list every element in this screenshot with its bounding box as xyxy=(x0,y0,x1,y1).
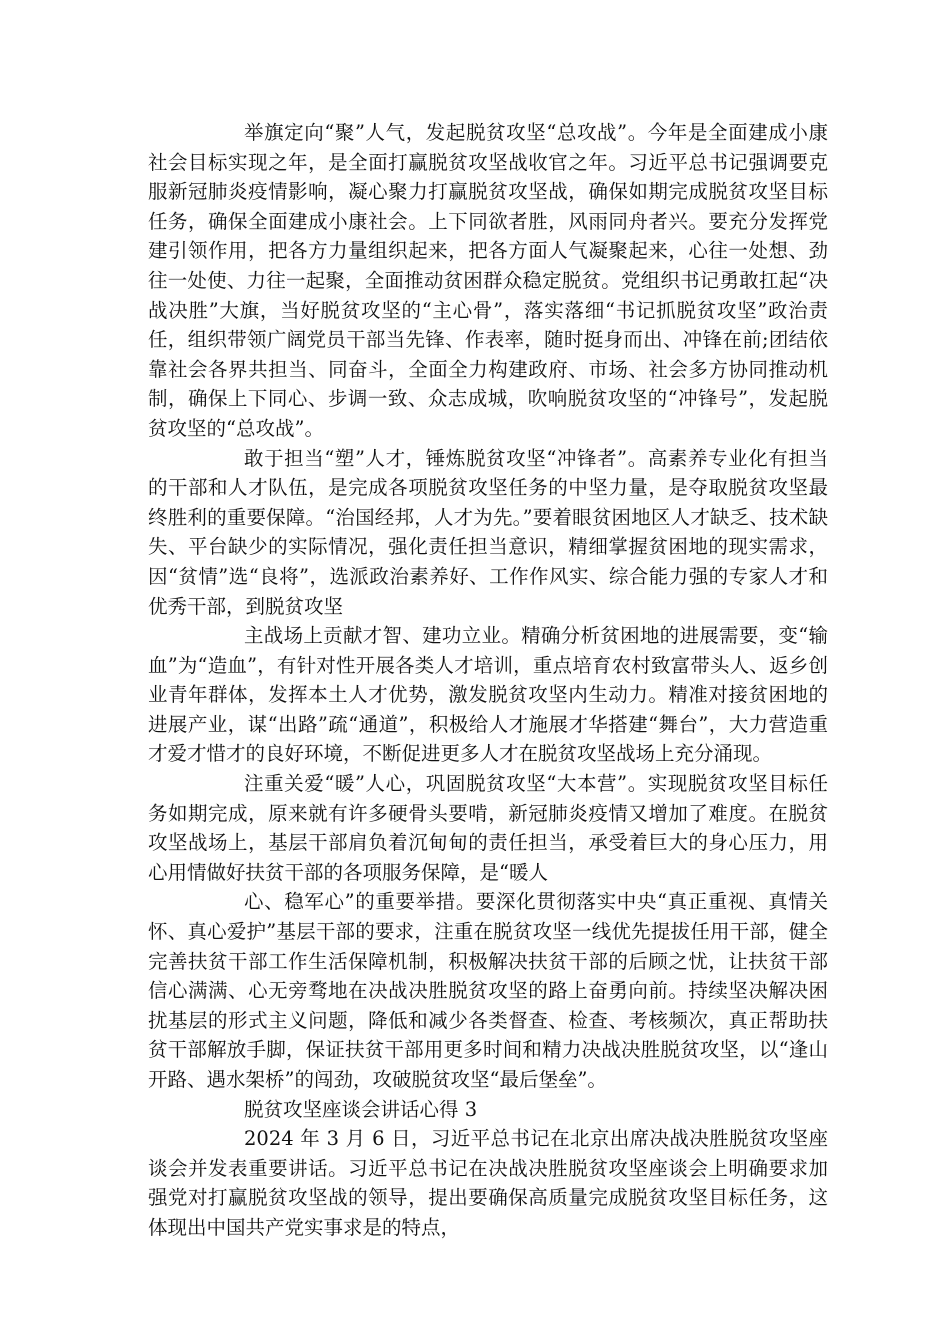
paragraph-talent: 敢于担当“塑”人才，锤炼脱贫攻坚“冲锋者”。高素养专业化有担当的干部和人才队伍，是完成各项脱贫攻坚任务的中坚力量，是夺取脱贫攻坚最终胜利的重要保障。“治国经邦，人才为先。”要着眼贫困地区人才缺乏、技术缺失、平台缺少的实际情况，强化责任担当意识，精细掌握贫困地的现实需求，因“贫情”选“良将”，选派政治素养好、工作作风实、综合能力强的专家人才和优秀干部，到脱贫攻坚 xyxy=(148,446,828,618)
document-page xyxy=(148,118,828,1243)
paragraph-rally-forces: 举旗定向“聚”人气，发起脱贫攻坚“总攻战”。今年是全面建成小康社会目标实现之年，是全面打赢脱贫攻坚战收官之年。习近平总书记强调要克服新冠肺炎疫情影响，凝心聚力打赢脱贫攻坚战，确保如期完成脱贫攻坚目标任务，确保全面建成小康社会。上下同欲者胜，风雨同舟者兴。要充分发挥党建引领作用，把各方力量组织起来，把各方面人气凝聚起来，心往一处想、劲往一处使、力往一起聚，全面推动贫困群众稳定脱贫。党组织书记勇敢扛起“决战决胜”大旗，当好脱贫攻坚的“主心骨”，落实落细“书记抓脱贫攻坚”政治责任，组织带领广阔党员干部当先锋、作表率，随时挺身而出、冲锋在前;团结依靠社会各界共担当、同奋斗，全面全力构建政府、市场、社会多方协同推动机制，确保上下同心、步调一致、众志成城，吹响脱贫攻坚的“冲锋号”，发起脱贫攻坚的“总攻战”。 xyxy=(148,121,828,440)
paragraph-symposium: 2024 年 3 月 6 日，习近平总书记在北京出席决战决胜脱贫攻坚座谈会并发表重要讲话。习近平总书记在决战决胜脱贫攻坚座谈会上明确要求加强党对打赢脱贫攻坚战的领导，提出要确保高质量完成脱贫攻坚目标任务，这体现出中国共产党实事求是的特点， xyxy=(148,1127,828,1239)
paragraph-care-continued: 心、稳军心”的重要举措。要深化贯彻落实中央“真正重视、真情关怀、真心爱护”基层干部的要求，注重在脱贫攻坚一线优先提拔任用干部，健全完善扶贫干部工作生活保障机制，积极解决扶贫干部的后顾之忧，让扶贫干部信心满满、心无旁骛地在决战决胜脱贫攻坚的路上奋勇向前。持续坚决解决困扰基层的形式主义问题，降低和减少各类督查、检查、考核频次，真正帮助扶贫干部解放手脚，保证扶贫干部用更多时间和精力决战决胜脱贫攻坚，以“逢山开路、遇水架桥”的闯劲，攻破脱贫攻坚“最后堡垒”。 xyxy=(148,890,828,1091)
paragraph-care: 注重关爱“暖”人心，巩固脱贫攻坚“大本营”。实现脱贫攻坚目标任务如期完成，原来就有许多硬骨头要啃，新冠肺炎疫情又增加了难度。在脱贫攻坚战场上，基层干部肩负着沉甸甸的责任担当，承受着巨大的身心压力，用心用情做好扶贫干部的各项服务保障，是“暖人 xyxy=(148,772,828,884)
section-heading: 脱贫攻坚座谈会讲话心得 3 xyxy=(244,1097,478,1121)
paragraph-talent-continued: 主战场上贡献才智、建功立业。精确分析贫困地的进展需要，变“输血”为“造血”，有针对性开展各类人才培训，重点培育农村致富带头人、返乡创业青年群体，发挥本土人才优势，激发脱贫攻坚内生动力。精准对接贫困地的进展产业，谋“出路”疏“通道”，积极给人才施展才华搭建“舞台”，大力营造重才爱才惜才的良好环境，不断促进更多人才在脱贫攻坚战场上充分涌现。 xyxy=(148,624,828,766)
